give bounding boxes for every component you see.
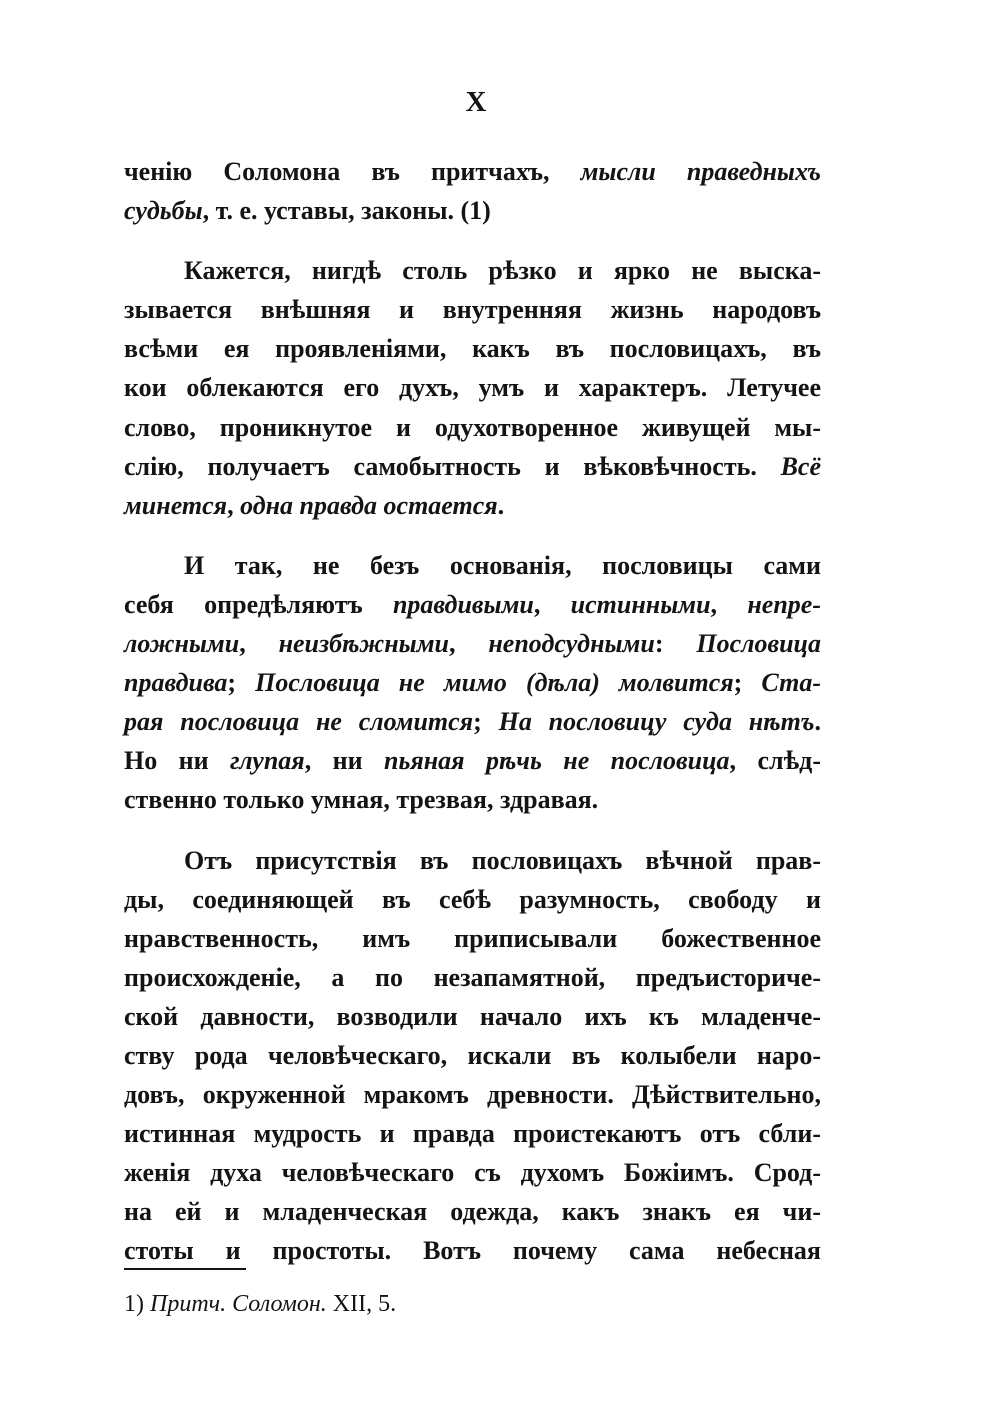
text-run: слію, получаетъ самобытность и вѣковѣчность. xyxy=(124,451,781,481)
text-run: , т. е. уставы, законы. (1) xyxy=(202,196,491,226)
text-line xyxy=(124,841,821,880)
text-run: ; xyxy=(733,668,762,698)
text-run: Кажется, нигдѣ столь рѣзко и ярко не выска- xyxy=(184,256,821,286)
text-line xyxy=(124,546,821,585)
text-line xyxy=(124,1075,821,1114)
text-line xyxy=(124,191,821,230)
text-run: . xyxy=(814,707,821,737)
text-run: нравственность, имъ приписывали божественное xyxy=(124,923,821,953)
text-run: , xyxy=(710,589,748,619)
italic-run: рая пословица не сломится xyxy=(124,707,474,737)
text-run: довъ, окруженной мракомъ древности. Дѣйствительно, xyxy=(124,1080,821,1110)
italic-run: Всё xyxy=(780,451,821,481)
text-line xyxy=(124,624,821,663)
text-line xyxy=(124,1036,821,1075)
italic-run: истинными xyxy=(570,589,711,619)
body-text xyxy=(124,152,821,1271)
text-run: женія духа человѣческаго съ духомъ Божіимъ. Срод- xyxy=(124,1158,821,1188)
text-run: всѣми ея проявленіями, какъ въ пословицахъ, въ xyxy=(124,334,821,364)
italic-run: непре- xyxy=(747,589,822,619)
text-run: , ни xyxy=(304,746,384,776)
text-line xyxy=(124,958,821,997)
text-line xyxy=(124,290,821,329)
text-run: ству рода человѣческаго, искали въ колыбели наро- xyxy=(124,1040,821,1070)
text-line xyxy=(124,663,821,702)
italic-run: правдивыми xyxy=(392,589,534,619)
text-run: , xyxy=(239,629,279,659)
italic-run: правдива xyxy=(124,668,228,698)
italic-run: Ста- xyxy=(761,668,821,698)
text-run: Но ни xyxy=(124,746,231,776)
italic-run: судьбы xyxy=(124,196,203,226)
footnote-reference: XII, 5. xyxy=(332,1291,397,1317)
italic-run: глупая xyxy=(230,746,305,776)
italic-run: неизбѣжными xyxy=(278,629,449,659)
italic-run: На пословицу суда нѣтъ xyxy=(498,707,815,737)
text-run: зывается внѣшняя и внутренняя жизнь народовъ xyxy=(124,295,821,325)
footnote-marker: 1) xyxy=(124,1291,144,1317)
text-run: происхожденіе, а по незапамятной, предъисториче- xyxy=(124,962,821,992)
text-run: ченію Соломона въ притчахъ, xyxy=(124,157,581,186)
italic-run: неподсудными xyxy=(488,629,655,659)
text-run: на ей и младенческая одежда, какъ знакъ ея чи- xyxy=(124,1197,821,1227)
italic-run: мысли праведныхъ xyxy=(580,157,821,186)
text-line xyxy=(124,486,821,525)
text-line xyxy=(124,329,821,368)
italic-run: Пословица xyxy=(696,629,822,659)
text-line xyxy=(124,780,821,819)
text-line xyxy=(124,702,821,741)
text-line xyxy=(124,251,821,290)
text-run: . xyxy=(497,490,505,520)
page-number: X xyxy=(465,86,487,118)
italic-run: минется xyxy=(124,490,228,520)
text-run: : xyxy=(654,629,697,659)
text-line xyxy=(124,741,821,780)
text-run: ской давности, возводили начало ихъ къ младенче- xyxy=(124,1001,821,1031)
text-line xyxy=(124,1153,821,1192)
footnote xyxy=(124,1291,396,1318)
text-run: , xyxy=(227,490,241,520)
italic-run: Пословица не мимо (дѣла) молвится xyxy=(255,668,734,698)
text-run: ственно только умная, трезвая, здравая. xyxy=(124,785,599,815)
italic-run: ложными xyxy=(124,629,240,659)
text-run: себя опредѣляютъ xyxy=(124,589,393,619)
italic-run: одна правда остается xyxy=(240,490,498,520)
text-line xyxy=(124,880,821,919)
text-run: истинная мудрость и правда проистекаютъ отъ сбли- xyxy=(124,1119,821,1149)
text-run: И так, не безъ основанія, пословицы сами xyxy=(184,550,821,580)
text-run: ; xyxy=(473,707,499,737)
text-line xyxy=(124,447,821,486)
text-line xyxy=(124,408,821,447)
text-line xyxy=(124,368,821,407)
text-line xyxy=(124,1114,821,1153)
text-line xyxy=(124,997,821,1036)
text-run: , слѣд- xyxy=(729,746,821,776)
italic-run: пьяная рѣчь не пословица xyxy=(383,746,730,776)
text-line xyxy=(124,585,821,624)
text-run: Отъ присутствія въ пословицахъ вѣчной прав- xyxy=(184,845,821,875)
text-run: слово, проникнутое и одухотворенное живущей мы- xyxy=(124,412,821,442)
footnote-source: Притч. Соломон. xyxy=(150,1291,327,1317)
text-run: ды, соединяющей въ себѣ разумность, свободу и xyxy=(124,884,821,914)
footnote-divider xyxy=(124,1268,246,1270)
text-line xyxy=(124,1231,821,1270)
text-line xyxy=(124,919,821,958)
text-line xyxy=(124,152,821,191)
text-run: , xyxy=(533,589,571,619)
text-run: стоты и простоты. Вотъ почему сама небесная xyxy=(124,1236,821,1266)
text-run: ; xyxy=(227,668,256,698)
text-run: , xyxy=(448,629,489,659)
text-line xyxy=(124,1192,821,1231)
text-run: кои облекаются его духъ, умъ и характеръ. Летучее xyxy=(124,373,821,403)
